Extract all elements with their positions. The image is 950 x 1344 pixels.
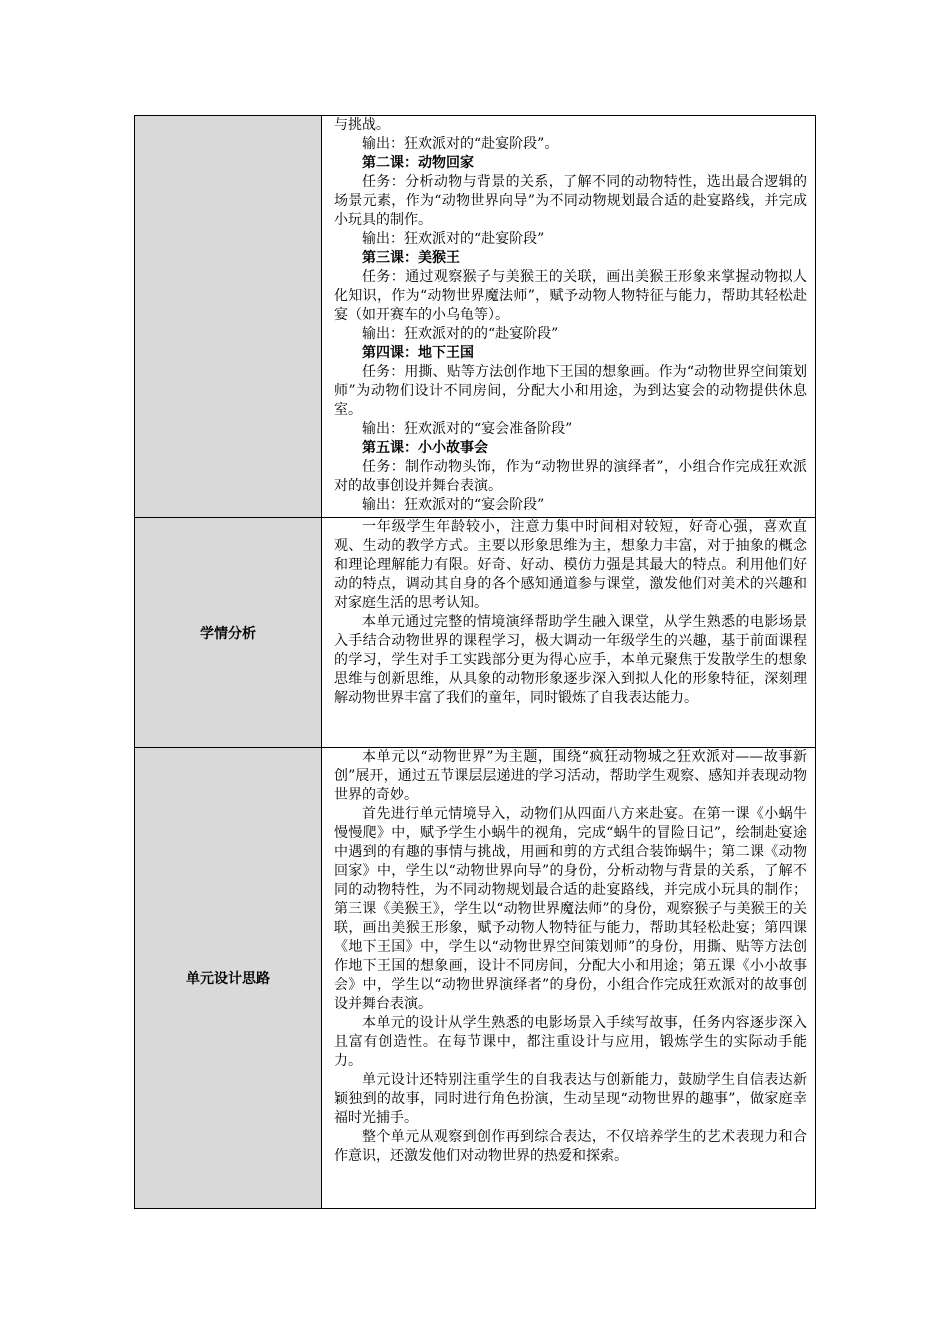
lesson-heading: 第三课：美猴王 (362, 250, 460, 266)
paragraph: 本单元以“动物世界”为主题，围绕“疯狂动物城之狂欢派对——故事新创”展开，通过五节课层层递进的学习活动，帮助学生观察、感知并表现动物世界的奇妙。 (334, 749, 807, 803)
paragraph: 单元设计还特别注重学生的自我表达与创新能力，鼓励学生自信表达新颖独到的故事，同时进行角色扮演，生动呈现“动物世界的趣事”，做家庭幸福时光捕手。 (334, 1072, 807, 1126)
paragraph: 本单元的设计从学生熟悉的电影场景入手续写故事，任务内容逐步深入且富有创造性。在每节课中，都注重设计与应用，锻炼学生的实际动手能力。 (334, 1015, 807, 1069)
paragraph: 一年级学生年龄较小，注意力集中时间相对较短，好奇心强，喜欢直观、生动的教学方式。主要以形象思维为主，想象力丰富，对于抽象的概念和理论理解能力有限。好奇、好动、模仿力强是其最大的特点。利用他们好动的特点，调动其自身的各个感知通道参与课堂，激发他们对美术的兴趣和对家庭生活的思考认知。 (334, 519, 807, 611)
paragraph: 任务：通过观察猴子与美猴王的关联，画出美猴王形象来掌握动物拟人化知识，作为“动物世界魔法师”，赋予动物人物特征与能力，帮助其轻松赴宴（如开赛车的小乌龟等）。 (334, 269, 807, 323)
paragraph: 首先进行单元情境导入，动物们从四面八方来赴宴。在第一课《小蜗牛慢慢爬》中，赋予学生小蜗牛的视角，完成“蜗牛的冒险日记”，绘制赴宴途中遇到的有趣的事情与挑战，用画和剪的方式组合装饰蜗牛；第二课《动物回家》中，学生以“动物世界向导”的身份，分析动物与背景的关系，了解不同的动物特性，为不同动物规划最合适的赴宴路线，并完成小玩具的制作；第三课《美猴王》，学生以“动物世界魔法师”的身份，观察猴子与美猴王的关联，画出美猴王形象，赋予动物人物特征与能力，帮助其轻松赴宴；第四课《地下王国》中，学生以“动物世界空间策划师”的身份，用撕、贴等方法创作地下王国的想象画，设计不同房间，分配大小和用途；第五课《小小故事会》中，学生以“动物世界演绎者”的身份，小组合作完成狂欢派对的故事创设并舞台表演。 (334, 806, 807, 1012)
paragraph: 输出：狂欢派对的“赴宴阶段”。 (362, 136, 559, 152)
paragraph: 任务：分析动物与背景的关系，了解不同的动物特性，选出最合逻辑的场景元素，作为“动物世界向导”为不同动物规划最合适的赴宴路线，并完成小玩具的制作。 (334, 174, 807, 228)
table-row-learner-analysis (135, 518, 816, 748)
row-label-empty (135, 116, 322, 518)
lesson-tasks-cell (322, 116, 816, 518)
table-row-unit-design (135, 748, 816, 1209)
lesson-heading: 第四课：地下王国 (362, 345, 474, 361)
paragraph: 输出：狂欢派对的的“赴宴阶段” (362, 326, 559, 342)
paragraph: 与挑战。 (334, 117, 390, 133)
row-label-unit-design: 单元设计思路 (135, 748, 322, 1209)
row-label-learner-analysis: 学情分析 (135, 518, 322, 748)
paragraph: 整个单元从观察到创作再到综合表达，不仅培养学生的艺术表现力和合作意识，还激发他们对动物世界的热爱和探索。 (334, 1129, 807, 1164)
paragraph: 输出：狂欢派对的“赴宴阶段” (362, 231, 545, 247)
table-row-lesson-tasks (135, 116, 816, 518)
lesson-heading: 第五课：小小故事会 (362, 440, 488, 456)
paragraph: 任务：用撕、贴等方法创作地下王国的想象画。作为“动物世界空间策划师”为动物们设计不同房间，分配大小和用途，为到达宴会的动物提供休息室。 (334, 364, 807, 418)
paragraph: 输出：狂欢派对的“宴会阶段” (362, 497, 545, 513)
paragraph: 本单元通过完整的情境演绎帮助学生融入课堂，从学生熟悉的电影场景入手结合动物世界的课程学习，极大调动一年级学生的兴趣，基于前面课程的学习，学生对手工实践部分更为得心应手，本单元聚焦于发散学生的想象思维与创新思维，从具象的动物形象逐步深入到拟人化的形象特征，深刻理解动物世界丰富了我们的童年，同时锻炼了自我表达能力。 (334, 614, 807, 706)
lesson-heading: 第二课：动物回家 (362, 155, 474, 171)
lesson-plan-table (134, 115, 816, 1209)
paragraph: 任务：制作动物头饰，作为“动物世界的演绎者”，小组合作完成狂欢派对的故事创设并舞台表演。 (334, 459, 807, 494)
paragraph: 输出：狂欢派对的“宴会准备阶段” (362, 421, 573, 437)
unit-design-cell (322, 748, 816, 1209)
learner-analysis-cell (322, 518, 816, 748)
